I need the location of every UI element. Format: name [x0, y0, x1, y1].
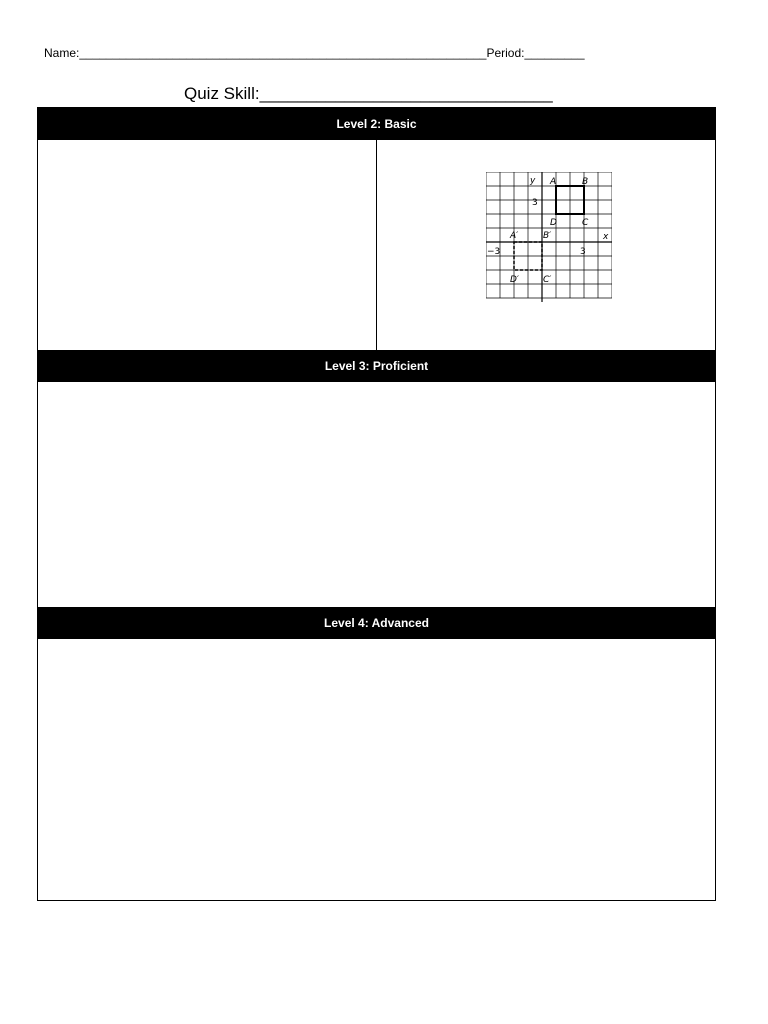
- level-2-answer-area: [38, 140, 376, 350]
- point-c-label: C: [582, 218, 589, 228]
- tick-positive-y-label: 3: [532, 198, 538, 208]
- coordinate-grid-figure: [486, 172, 612, 302]
- point-b-prime-label: B′: [543, 231, 552, 241]
- point-a-prime-label: A′: [510, 231, 519, 241]
- level-4-header: Level 4: Advanced: [38, 607, 715, 639]
- point-b-label: B: [582, 177, 589, 187]
- quiz-skill-line: Quiz Skill:_______________________________: [184, 84, 553, 103]
- level-4-answer-area: [38, 639, 715, 900]
- point-d-prime-label: D′: [510, 275, 519, 285]
- level-3-header: Level 3: Proficient: [38, 350, 715, 382]
- level-3-answer-area: [38, 382, 715, 608]
- name-period-line: Name:_____________________________________________________________Period:_________: [44, 46, 585, 60]
- tick-positive-x-label: 3: [580, 247, 586, 257]
- quiz-sheet: [37, 107, 716, 901]
- y-axis-label: y: [530, 176, 536, 186]
- point-d-label: D: [550, 218, 557, 228]
- point-c-prime-label: C′: [543, 275, 552, 285]
- point-a-label: A: [550, 177, 557, 187]
- x-axis-label: x: [603, 232, 609, 242]
- tick-negative-x-label: −3: [487, 247, 501, 257]
- level-2-header: Level 2: Basic: [38, 108, 715, 140]
